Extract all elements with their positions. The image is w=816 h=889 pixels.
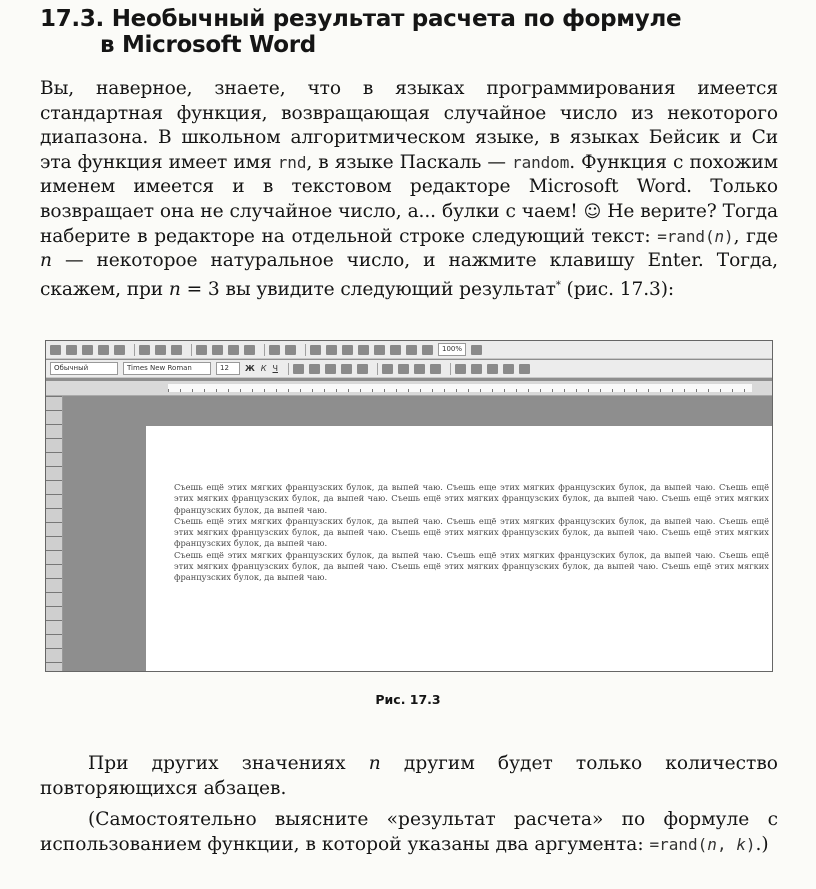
increase-indent-icon[interactable]	[430, 364, 441, 374]
standard-toolbar	[46, 341, 772, 359]
heading-line-1: 17.3. Необычный результат расчета по формуле	[40, 6, 682, 32]
toolbar-separator	[305, 344, 306, 356]
superscript-icon[interactable]	[503, 364, 514, 374]
figure-caption: Рис. 17.3	[375, 692, 441, 707]
toolbar-separator	[264, 344, 265, 356]
zoom-select[interactable]: 100%	[438, 343, 466, 356]
formatting-toolbar	[46, 360, 772, 378]
font-size-select[interactable]: 12	[216, 362, 240, 375]
intro-text-6: — некоторое натуральное число, и нажмите клавишу Enter. Тогда, скажем, при	[40, 250, 778, 300]
intro-text-5: , где	[733, 225, 778, 247]
var-n: n	[368, 753, 381, 774]
document-paragraph: Съешь ещё этих мягких французских булок, да выпей чаю. Съешь ещё этих мягких французских булок, да выпей чаю. Съешь ещё этих мягких французских булок, да выпей чаю. Съешь ещё этих мягких французских булок, да выпей чаю. Съешь ещё этих мягких французских булок, да выпей чаю.	[174, 549, 769, 583]
exercise-text-2: .)	[755, 833, 769, 855]
intro-text-4: Не верите? Тогда наберите в редакторе на отдельной строке следующий текст:	[40, 200, 778, 247]
after-text-1: При других значениях	[88, 753, 369, 774]
intro-text-1: Вы, наверное, знаете, что в языках программирования имеется стандартная функция, возвращающая случайное число из некоторого диапазона. В школьном алгоритмическом языке, в языках Бейсик и Си эта функция имеет имя	[40, 78, 778, 173]
heading-line-2: в Microsoft Word	[100, 32, 316, 58]
vertical-ruler[interactable]	[46, 396, 63, 671]
columns-icon[interactable]	[374, 345, 385, 355]
code-rand-close: )	[745, 834, 756, 854]
paste-icon[interactable]	[228, 345, 239, 355]
permission-icon[interactable]	[98, 345, 109, 355]
numbering-icon[interactable]	[382, 364, 393, 374]
tables-borders-icon[interactable]	[326, 345, 337, 355]
undo-icon[interactable]	[269, 345, 280, 355]
intro-text-2: , в языке Паскаль —	[306, 151, 513, 173]
code-rand-close: )	[724, 226, 734, 246]
document-paragraph: Съешь ещё этих мягких французских булок, да выпей чаю. Съешь ещё этих мягких французских булок, да выпей чаю. Съешь ещё этих мягких французских булок, да выпей чаю. Съешь ещё этих мягких французских булок, да выпей чаю. Съешь ещё этих мягких французских булок, да выпей чаю.	[174, 515, 769, 549]
format-painter-icon[interactable]	[244, 345, 255, 355]
align-center-icon[interactable]	[309, 364, 320, 374]
code-arg-n: n	[707, 834, 717, 854]
toolbar-separator	[134, 344, 135, 356]
cut-icon[interactable]	[196, 345, 207, 355]
toolbar-separator	[288, 363, 289, 375]
font-select[interactable]: Times New Roman	[123, 362, 211, 375]
paragraph-exercise	[40, 808, 778, 857]
decrease-indent-icon[interactable]	[414, 364, 425, 374]
horizontal-ruler[interactable]	[46, 381, 772, 396]
var-n: n	[168, 278, 181, 300]
save-icon[interactable]	[82, 345, 93, 355]
code-rand-open: =rand(	[649, 834, 708, 854]
toolbar-separator	[191, 344, 192, 356]
help-icon[interactable]	[471, 345, 482, 355]
section-heading	[40, 6, 681, 58]
new-document-icon[interactable]	[50, 345, 61, 355]
subscript-icon[interactable]	[519, 364, 530, 374]
borders-icon[interactable]	[455, 364, 466, 374]
highlight-icon[interactable]	[471, 364, 482, 374]
align-left-icon[interactable]	[293, 364, 304, 374]
footnote-mark: *	[555, 279, 561, 291]
code-random: random	[512, 152, 570, 172]
bullets-icon[interactable]	[398, 364, 409, 374]
justify-icon[interactable]	[341, 364, 352, 374]
document-map-icon[interactable]	[406, 345, 417, 355]
intro-text-3: . Функция с похожим именем имеется и в текстовом редакторе Microsoft Word. Только возвращает она не случайное число, а... булки с чаем!	[40, 151, 778, 222]
insert-excel-icon[interactable]	[358, 345, 369, 355]
document-page[interactable]	[146, 426, 772, 671]
code-rand-open: =rand(	[657, 226, 715, 246]
line-spacing-icon[interactable]	[357, 364, 368, 374]
toolbar-separator	[377, 363, 378, 375]
spelling-icon[interactable]	[171, 345, 182, 355]
bold-button[interactable]: Ж	[245, 364, 255, 373]
document-paragraph: Съешь ещё этих мягких французских булок, да выпей чаю. Съешь еще этих мягких французских булок, да выпей чаю. Съешь ещё этих мягких французских булок, да выпей чаю. Съешь ещё этих мягких французских булок, да выпей чаю. Съешь ещё этих мягких французских булок, да выпей чаю.	[174, 482, 769, 515]
email-icon[interactable]	[114, 345, 125, 355]
align-right-icon[interactable]	[325, 364, 336, 374]
code-rand-n: n	[714, 226, 725, 246]
underline-button[interactable]: Ч	[272, 364, 278, 373]
closing-text	[40, 752, 778, 857]
font-color-icon[interactable]	[487, 364, 498, 374]
intro-text-7: = 3 вы увидите следующий результат	[180, 278, 556, 300]
code-rnd: rnd	[277, 152, 307, 172]
print-icon[interactable]	[139, 345, 150, 355]
after-text-2: другим будет только количество повторяющихся абзацев.	[40, 753, 778, 799]
hyperlink-icon[interactable]	[310, 345, 321, 355]
insert-table-icon[interactable]	[342, 345, 353, 355]
show-hide-icon[interactable]	[422, 345, 433, 355]
code-arg-k: k	[736, 834, 746, 854]
exercise-text-1: (Самостоятельно выясните «результат расчета» по формуле с использованием функции, в которой указаны два аргумента:	[40, 809, 778, 855]
intro-text-8: (рис. 17.3):	[560, 278, 675, 300]
print-preview-icon[interactable]	[155, 345, 166, 355]
smiley-icon: ☺	[583, 201, 602, 222]
var-n: n	[40, 250, 52, 272]
drawing-icon[interactable]	[390, 345, 401, 355]
italic-button[interactable]: К	[260, 364, 267, 373]
intro-paragraph	[40, 77, 778, 303]
paragraph-other-values	[40, 752, 778, 801]
code-comma: ,	[716, 834, 737, 854]
open-icon[interactable]	[66, 345, 77, 355]
ruler-scale	[168, 384, 752, 392]
redo-icon[interactable]	[285, 345, 296, 355]
style-select[interactable]: Обычный	[50, 362, 118, 375]
document-text	[174, 482, 769, 584]
copy-icon[interactable]	[212, 345, 223, 355]
word-screenshot	[45, 340, 773, 672]
toolbar-separator	[450, 363, 451, 375]
